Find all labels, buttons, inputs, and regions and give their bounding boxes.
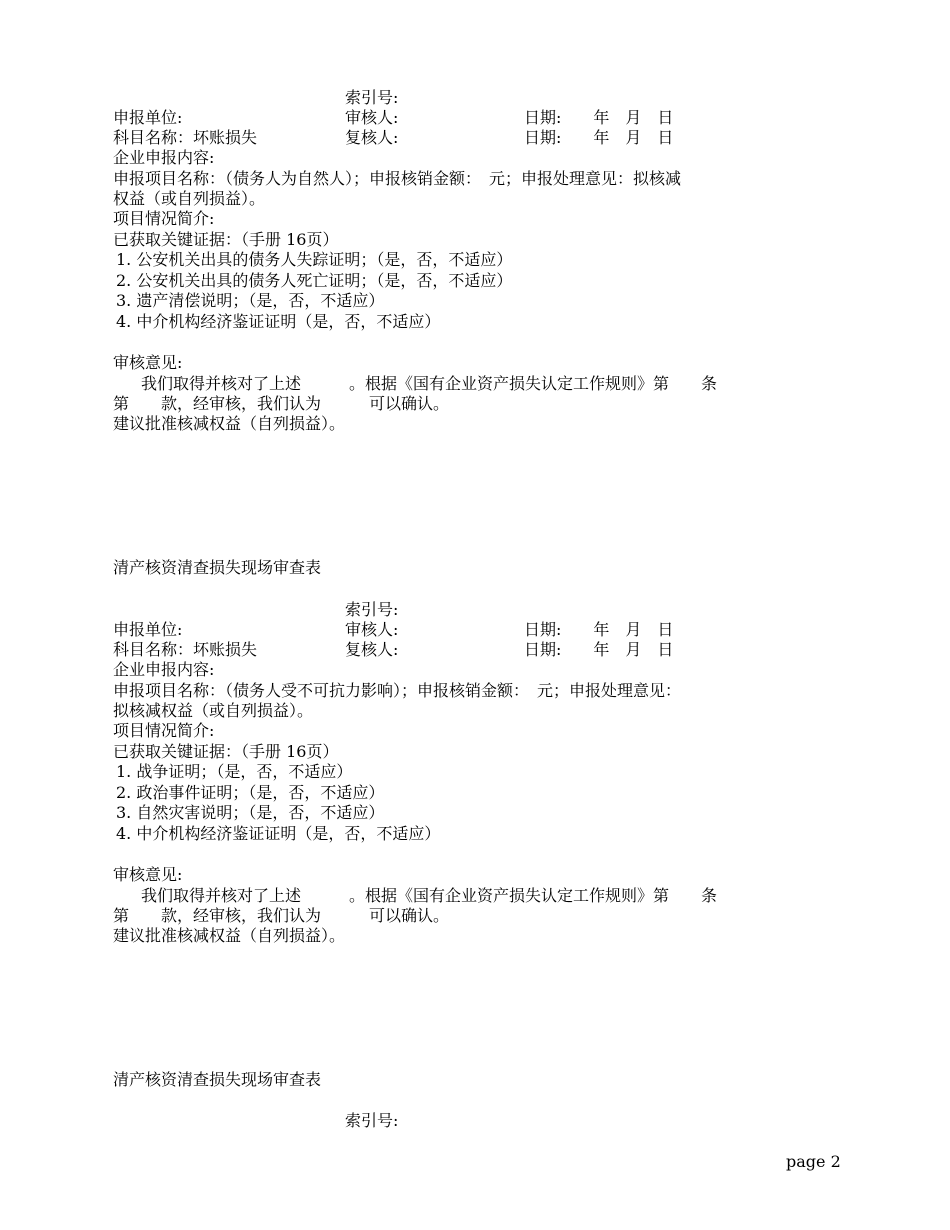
opinion-line: 第 款，经审核，我们认为 可以确认。 [113, 394, 450, 413]
section-title: 清产核资清查损失现场审查表 [113, 1070, 322, 1089]
evidence-item: 2. 公安机关出具的债务人死亡证明；（是，否，不适应） [116, 271, 513, 290]
opinion-line: 建议批准核减权益（自列损益）。 [113, 414, 346, 433]
rechecker-label: 复核人: [345, 640, 399, 659]
brief-label: 项目情况简介: [113, 209, 215, 228]
rechecker-label: 复核人: [345, 128, 399, 147]
evidence-item: 1. 战争证明；（是，否，不适应） [116, 762, 353, 781]
project-line: 权益（或自列损益）。 [113, 189, 266, 208]
opinion-line: 我们取得并核对了上述 。根据《国有企业资产损失认定工作规则》第 条 [141, 886, 718, 905]
evidence-item: 4. 中介机构经济鉴证证明（是，否，不适应） [116, 312, 441, 331]
opinion-line: 第 款，经审核，我们认为 可以确认。 [113, 906, 450, 925]
review-date: 日期: 年 月 日 [524, 108, 674, 127]
index-number-label: 索引号: [345, 88, 399, 107]
subject-name: 科目名称：坏账损失 [113, 128, 258, 147]
evidence-item: 4. 中介机构经济鉴证证明（是，否，不适应） [116, 824, 441, 843]
opinion-label: 审核意见: [113, 353, 183, 372]
recheck-date: 日期: 年 月 日 [524, 128, 674, 147]
section-title: 清产核资清查损失现场审查表 [113, 558, 322, 577]
project-line: 申报项目名称：（债务人为自然人）；申报核销金额： 元；申报处理意见：拟核减 [113, 169, 682, 188]
content-label: 企业申报内容: [113, 660, 215, 679]
review-date: 日期: 年 月 日 [524, 620, 674, 639]
reporting-unit-label: 申报单位: [113, 620, 183, 639]
recheck-date: 日期: 年 月 日 [524, 640, 674, 659]
reporting-unit-label: 申报单位: [113, 108, 183, 127]
evidence-item: 2. 政治事件证明；（是，否，不适应） [116, 783, 385, 802]
opinion-line: 建议批准核减权益（自列损益）。 [113, 926, 346, 945]
evidence-item: 3. 自然灾害说明；（是，否，不适应） [116, 803, 385, 822]
subject-name: 科目名称：坏账损失 [113, 640, 258, 659]
evidence-item: 1. 公安机关出具的债务人失踪证明；（是，否，不适应） [116, 250, 513, 269]
evidence-label: 已获取关键证据：（手册 16页） [113, 742, 339, 761]
index-number-label: 索引号: [345, 1111, 399, 1130]
content-label: 企业申报内容: [113, 148, 215, 167]
project-line: 拟核减权益（或自列损益）。 [113, 701, 314, 720]
opinion-line: 我们取得并核对了上述 。根据《国有企业资产损失认定工作规则》第 条 [141, 374, 718, 393]
project-line: 申报项目名称：（债务人受不可抗力影响）；申报核销金额： 元；申报处理意见： [113, 681, 682, 700]
reviewer-label: 审核人: [345, 108, 399, 127]
reviewer-label: 审核人: [345, 620, 399, 639]
evidence-item: 3. 遗产清偿说明；（是，否，不适应） [116, 291, 385, 310]
page-number: page 2 [786, 1152, 841, 1171]
evidence-label: 已获取关键证据：（手册 16页） [113, 230, 339, 249]
index-number-label: 索引号: [345, 600, 399, 619]
opinion-label: 审核意见: [113, 865, 183, 884]
brief-label: 项目情况简介: [113, 721, 215, 740]
